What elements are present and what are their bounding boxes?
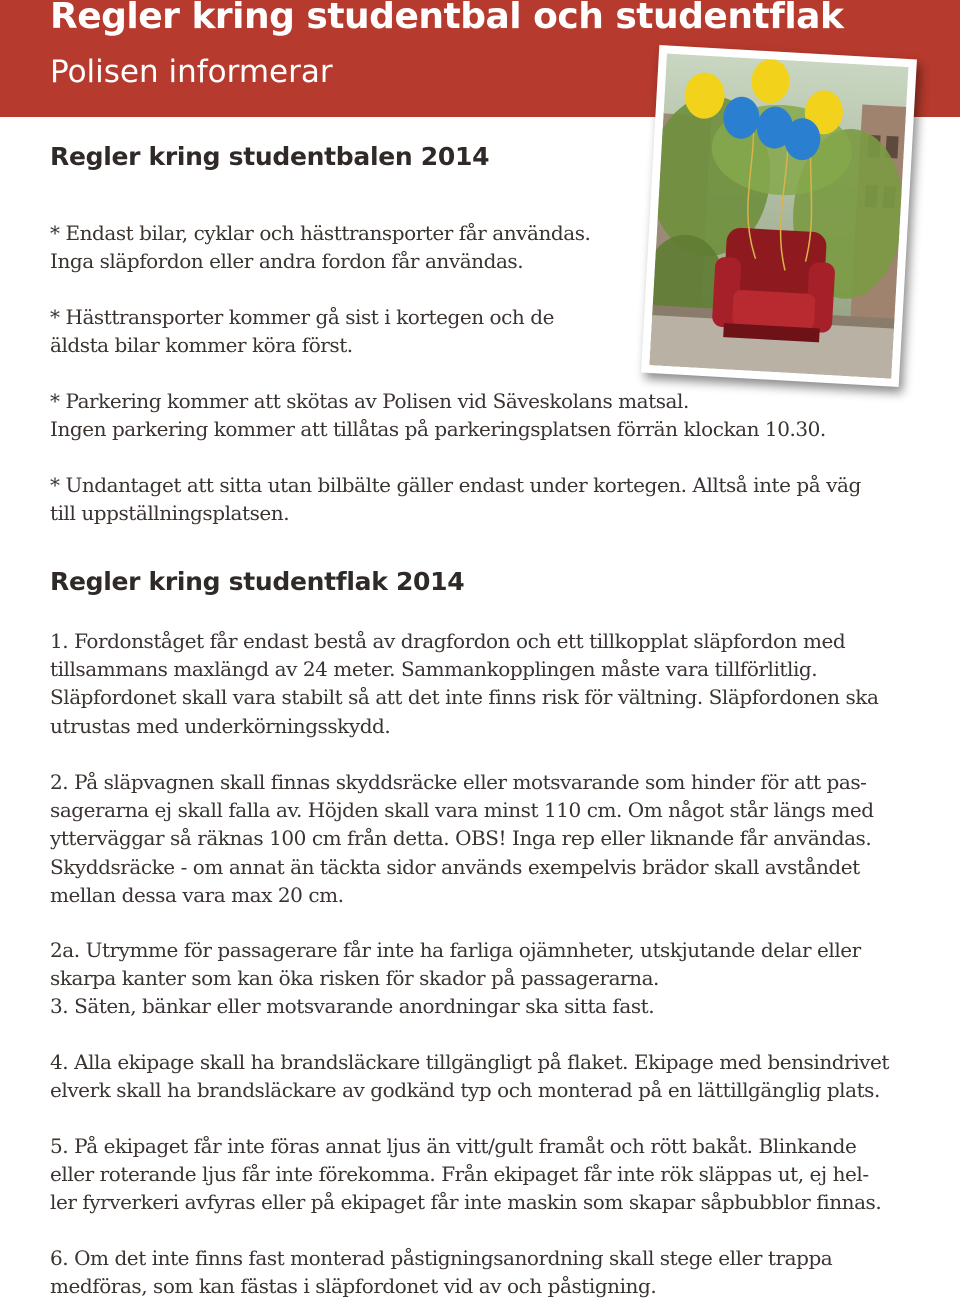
text-line: * Endast bilar, cyklar och hästtransporter får användas. (50, 221, 591, 245)
paragraph (50, 1048, 889, 1104)
text-line: 6. Om det inte finns fast monterad påstigningsanordning skall stege eller trappa (50, 1246, 833, 1270)
text-line: 5. På ekipaget får inte föras annat ljus än vitt/gult framåt och rött bakåt. Blinkande (50, 1134, 857, 1158)
paragraph (50, 303, 554, 359)
section-heading-studentbal: Regler kring studentbalen 2014 (50, 142, 490, 171)
paragraph (50, 627, 878, 740)
page-subtitle: Polisen informerar (50, 54, 333, 90)
page-title: Regler kring studentbal och studentflak (50, 0, 844, 37)
text-line: medföras, som kan fästas i släpfordonet vid av och påstigning. (50, 1274, 657, 1299)
text-line: Släpfordonet skall vara stabilt så att det inte finns risk för vältning. Släpfordonen ska (50, 685, 879, 710)
paragraph (50, 387, 826, 443)
paragraph (50, 936, 861, 1021)
text-line: * Parkering kommer att skötas av Polisen vid Säveskolans matsal. (50, 389, 689, 413)
text-line: 4. Alla ekipage skall ha brandsläckare tillgängligt på flaket. Ekipage med bensindrivet (50, 1050, 889, 1074)
text-line: skarpa kanter som kan öka risken för skador på passagerarna. (50, 966, 659, 991)
paragraph (50, 768, 874, 909)
text-line: till uppställningsplatsen. (50, 501, 290, 526)
text-line: sagerarna ej skall falla av. Höjden skall vara minst 110 cm. Om något står längs med (50, 798, 874, 823)
graduation-chair-photo-icon (649, 53, 908, 378)
text-line: elverk skall ha brandsläckare av godkänd typ och monterad på en lättillgänglig plats. (50, 1078, 880, 1103)
text-line: utrustas med underkörningsskydd. (50, 713, 391, 738)
text-line: äldsta bilar kommer köra först. (50, 333, 353, 358)
text-line: Skyddsräcke - om annat än täckta sidor används exempelvis brädor skall avståndet (50, 854, 860, 879)
text-line: 2a. Utrymme för passagerare får inte ha farliga ojämnheter, utskjutande delar eller (50, 938, 861, 962)
text-line: Inga släpfordon eller andra fordon får användas. (50, 249, 524, 274)
text-line: 2. På släpvagnen skall finnas skyddsräcke eller motsvarande som hinder för att pas- (50, 770, 867, 794)
photo-frame (641, 45, 917, 387)
text-line: eller roterande ljus får inte förekomma. Från ekipaget får inte rök släppas ut, ej hel- (50, 1162, 869, 1187)
text-line: * Undantaget att sitta utan bilbälte gäller endast under kortegen. Alltså inte på väg (50, 473, 861, 497)
section-heading-studentflak: Regler kring studentflak 2014 (50, 567, 465, 596)
text-line: ler fyrverkeri avfyras eller på ekipaget får inte maskin som skapar såpbubblor finnas. (50, 1190, 882, 1215)
text-line: Ingen parkering kommer att tillåtas på parkeringsplatsen förrän klockan 10.30. (50, 417, 826, 442)
text-line: * Hästtransporter kommer gå sist i kortegen och de (50, 305, 554, 329)
text-line: ytterväggar så räknas 100 cm från detta. OBS! Inga rep eller liknande får användas. (50, 826, 872, 851)
paragraph (50, 471, 861, 527)
text-line: mellan dessa vara max 20 cm. (50, 882, 344, 907)
paragraph (50, 219, 590, 275)
text-line: 1. Fordonståget får endast bestå av dragfordon och ett tillkopplat släpfordon med (50, 629, 846, 653)
paragraph (50, 1132, 881, 1217)
text-line: 3. Säten, bänkar eller motsvarande anordningar ska sitta fast. (50, 994, 655, 1019)
text-line: tillsammans maxlängd av 24 meter. Sammankopplingen måste vara tillförlitlig. (50, 657, 818, 682)
paragraph (50, 1244, 832, 1300)
